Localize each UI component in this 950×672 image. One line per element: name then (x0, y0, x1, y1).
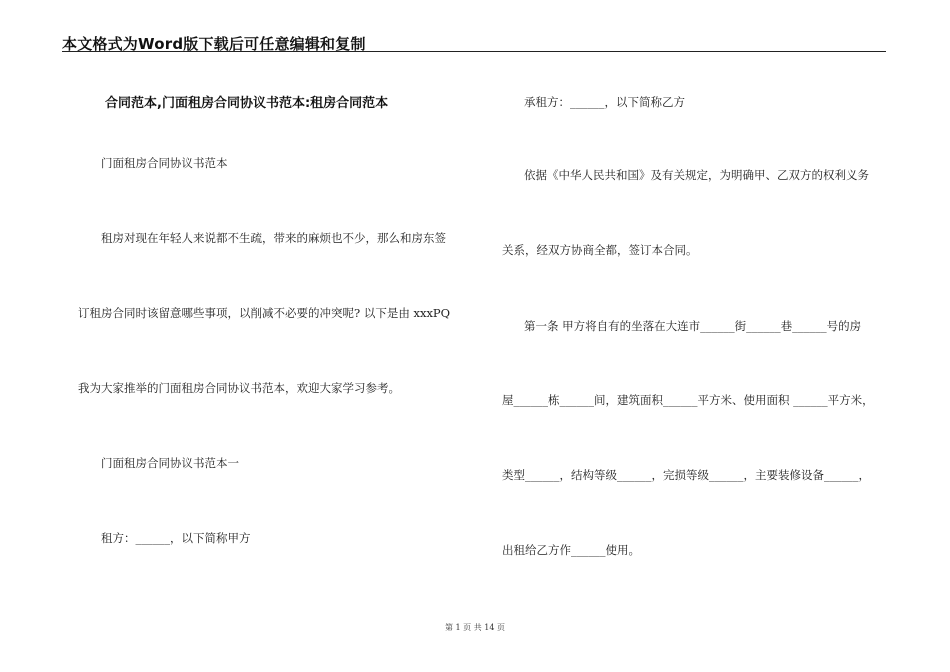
paragraph-line: 租方：______，以下简称甲方 (101, 531, 251, 545)
paragraph-line: 出租给乙方作______使用。 (502, 543, 640, 557)
header-divider (62, 51, 886, 52)
document-title: 合同范本,门面租房合同协议书范本:租房合同范本 (105, 96, 389, 111)
page-number: 第 1 页 共 14 页 (445, 623, 505, 632)
paragraph-line: 第一条 甲方将自有的坐落在大连市______街______巷______号的房 (524, 319, 862, 333)
paragraph-line: 屋______栋______间，建筑面积______平方米、使用面积 ______平方米， (502, 393, 874, 407)
paragraph-line: 关系，经双方协商全都，签订本合同。 (502, 243, 698, 257)
paragraph-line: 门面租房合同协议书范本 (101, 156, 228, 170)
paragraph-line: 承租方：______，以下简称乙方 (524, 95, 685, 109)
paragraph-line: 租房对现在年轻人来说都不生疏，带来的麻烦也不少，那么和房东签 (101, 231, 446, 245)
paragraph-line: 依据《中华人民共和国》及有关规定，为明确甲、乙双方的权利义务 (524, 168, 869, 182)
paragraph-line: 门面租房合同协议书范本一 (101, 456, 239, 470)
page-header: 本文格式为Word版下载后可任意编辑和复制 (62, 35, 366, 53)
paragraph-line: 我为大家推举的门面租房合同协议书范本，欢迎大家学习参考。 (78, 381, 400, 395)
paragraph-line: 订租房合同时该留意哪些事项，以削减不必要的冲突呢? 以下是由 xxxPQ (78, 306, 451, 320)
paragraph-line: 类型______，结构等级______，完损等级______，主要装修设备______， (502, 468, 870, 482)
